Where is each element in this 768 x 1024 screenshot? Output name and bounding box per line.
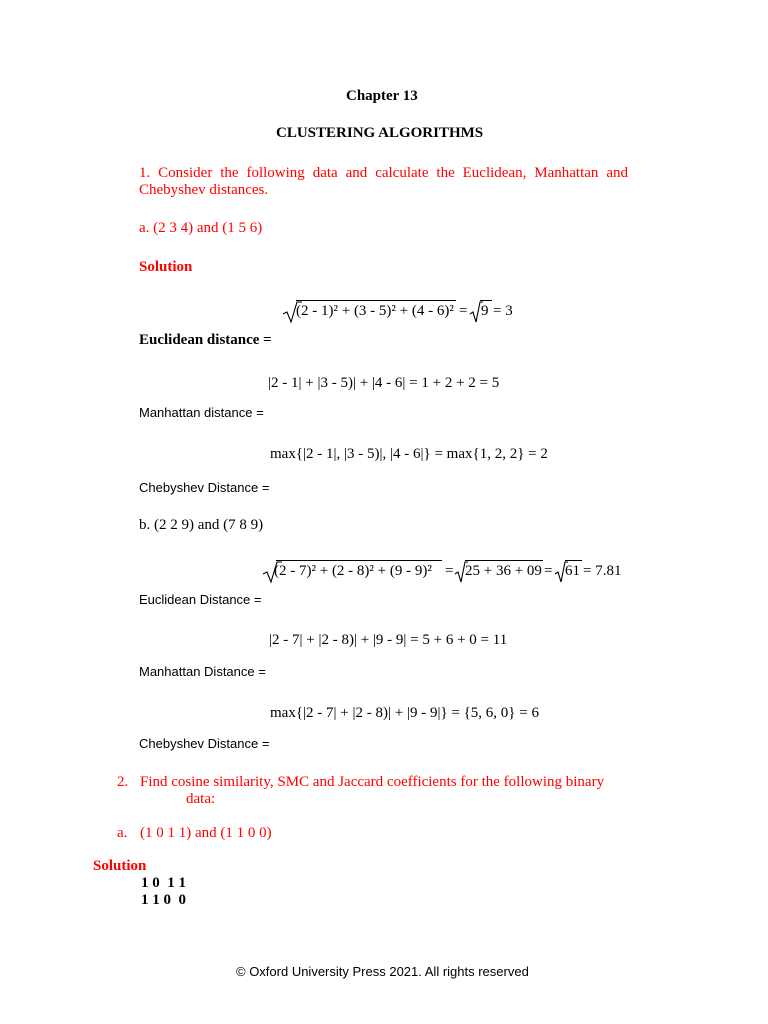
question-1-line-2: Chebyshev distances. bbox=[139, 182, 269, 198]
euclidean-distance-label-b: Euclidean Distance = bbox=[139, 592, 262, 607]
question-1-line-1: 1. Consider the following data and calculate the Euclidean, Manhattan and bbox=[139, 165, 628, 181]
sqrt-vinculum bbox=[465, 560, 543, 561]
equals-sign: = bbox=[544, 563, 553, 579]
manhattan-distance-label-a: Manhattan distance = bbox=[139, 405, 264, 420]
sqrt-vinculum bbox=[296, 300, 456, 301]
euclidean-b-result: = 7.81 bbox=[583, 563, 622, 579]
euclidean-b-radicand: (2 - 7)² + (2 - 8)² + (9 - 9)² bbox=[274, 563, 432, 579]
question-2-number: 2. bbox=[117, 774, 129, 790]
equation-a-chebyshev: max{|2 - 1|, |3 - 5)|, |4 - 6|} = max{1, 2, 2} = 2 bbox=[270, 446, 548, 462]
binary-vector-1: 1 0 1 1 bbox=[141, 875, 186, 891]
copyright-footer: © Oxford University Press 2021. All rights reserved bbox=[236, 964, 529, 979]
equals-sign: = bbox=[445, 563, 454, 579]
euclidean-a-sqrt-arg: 9 bbox=[481, 303, 489, 319]
question-2-line-2: data: bbox=[186, 791, 216, 807]
equals-sign: = bbox=[459, 303, 468, 319]
chapter-title: CLUSTERING ALGORITHMS bbox=[276, 125, 484, 141]
chebyshev-distance-label-b: Chebyshev Distance = bbox=[139, 736, 270, 751]
equation-b-chebyshev: max{|2 - 7| + |2 - 8)| + |9 - 9|} = {5, 6, 0} = 6 bbox=[270, 705, 539, 721]
euclidean-a-result: = 3 bbox=[493, 303, 513, 319]
question-2-line-1: Find cosine similarity, SMC and Jaccard coefficients for the following binary bbox=[140, 774, 605, 790]
solution-label-1: Solution bbox=[139, 259, 193, 275]
euclidean-a-radicand: (2 - 1)² + (3 - 5)² + (4 - 6)² bbox=[296, 303, 454, 319]
euclidean-b-sqrt-arg-1: 25 + 36 + 09 bbox=[465, 563, 542, 579]
manhattan-distance-label-b: Manhattan Distance = bbox=[139, 664, 266, 679]
sqrt-vinculum bbox=[565, 560, 582, 561]
solution-label-2: Solution bbox=[93, 858, 147, 874]
chapter-heading: Chapter 13 bbox=[346, 88, 418, 104]
equation-a-manhattan: |2 - 1| + |3 - 5)| + |4 - 6| = 1 + 2 + 2 = 5 bbox=[268, 375, 500, 391]
binary-vector-2: 1 1 0 0 bbox=[141, 892, 186, 908]
euclidean-distance-label-a: Euclidean distance = bbox=[139, 332, 272, 348]
sqrt-vinculum bbox=[480, 300, 492, 301]
question-1-part-b: b. (2 2 9) and (7 8 9) bbox=[139, 517, 264, 533]
question-2-part-a: (1 0 1 1) and (1 1 0 0) bbox=[140, 825, 272, 841]
question-1-part-a: a. (2 3 4) and (1 5 6) bbox=[139, 220, 263, 236]
chebyshev-distance-label-a: Chebyshev Distance = bbox=[139, 480, 270, 495]
euclidean-b-sqrt-arg-2: 61 bbox=[565, 563, 580, 579]
equation-b-manhattan: |2 - 7| + |2 - 8)| + |9 - 9| = 5 + 6 + 0 = 11 bbox=[269, 632, 508, 648]
question-2-part-a-letter: a. bbox=[117, 825, 128, 841]
sqrt-vinculum bbox=[276, 560, 442, 561]
